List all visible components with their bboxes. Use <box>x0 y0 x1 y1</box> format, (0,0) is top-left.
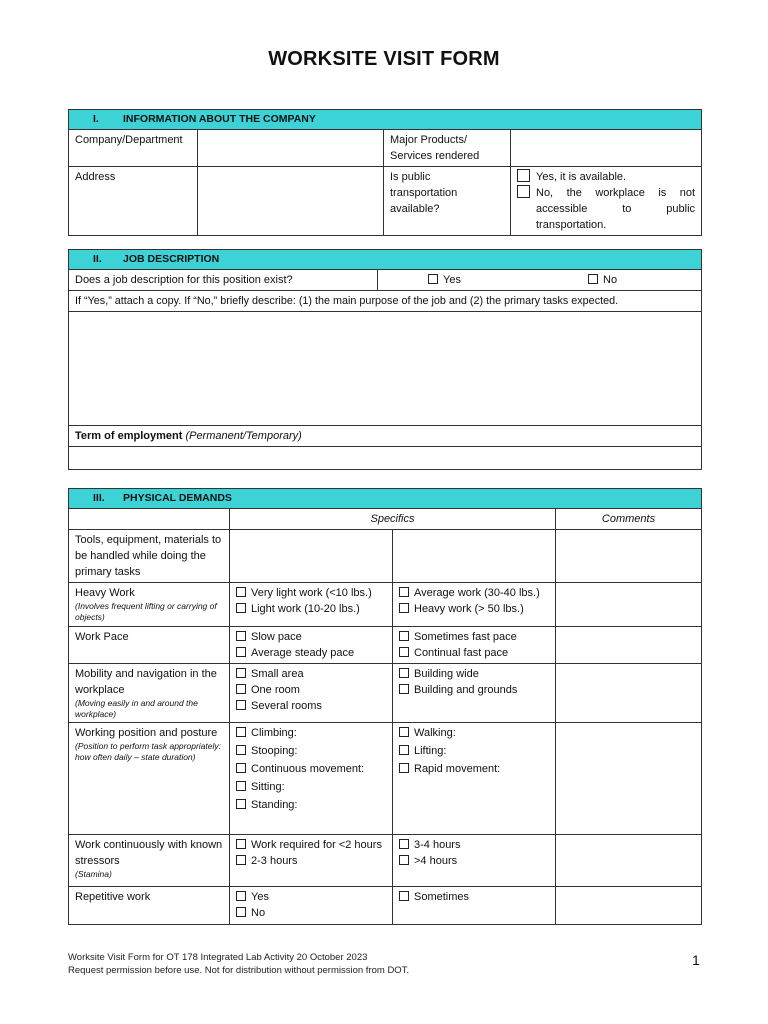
physical-demand-row <box>69 723 702 835</box>
section-number: III. <box>93 492 105 504</box>
footer-line-1: Worksite Visit Form for OT 178 Integrated Lab Activity 20 October 2023 <box>68 952 368 963</box>
checkbox-option <box>236 761 386 777</box>
job-description-question: Does a job description for this position exist? <box>69 270 378 291</box>
checkbox-option <box>236 601 386 617</box>
transport-options <box>511 167 702 236</box>
specifics-left-cell <box>230 835 393 887</box>
demand-label-cell <box>69 723 230 835</box>
comments-field[interactable] <box>556 627 702 664</box>
option-label: Yes <box>251 891 269 903</box>
option-checkbox[interactable] <box>236 745 246 755</box>
term-options: (Permanent/Temporary) <box>185 430 302 442</box>
checkbox-option <box>399 761 549 777</box>
checkbox-option <box>236 645 386 661</box>
option-checkbox[interactable] <box>399 727 409 737</box>
physical-demand-row <box>69 835 702 887</box>
checkbox-option <box>399 601 549 617</box>
products-field[interactable] <box>511 130 702 167</box>
checkbox-option <box>236 629 386 645</box>
specifics-left-cell <box>230 627 393 664</box>
option-checkbox[interactable] <box>399 631 409 641</box>
option-label: Stooping: <box>251 745 298 757</box>
option-label: No <box>251 907 266 919</box>
physical-demand-row <box>69 530 702 583</box>
specifics-left-cell <box>230 723 393 835</box>
section-number: I. <box>93 113 99 125</box>
job-desc-yes-label: Yes <box>443 274 461 286</box>
specifics-right-cell <box>393 627 556 664</box>
physical-demand-row <box>69 664 702 723</box>
column-header-comments: Comments <box>556 509 702 530</box>
term-label: Term of employment <box>75 430 183 442</box>
option-checkbox[interactable] <box>236 727 246 737</box>
demand-label: Heavy Work <box>75 587 135 599</box>
option-label: Walking: <box>414 727 456 739</box>
option-checkbox[interactable] <box>236 781 246 791</box>
checkbox-option <box>399 743 549 759</box>
option-checkbox[interactable] <box>236 647 246 657</box>
column-header-specifics: Specifics <box>230 509 556 530</box>
option-checkbox[interactable] <box>399 587 409 597</box>
option-label: 2-3 hours <box>251 855 298 867</box>
option-label: Building wide <box>414 668 479 680</box>
option-label: 3-4 hours <box>414 839 461 851</box>
option-checkbox[interactable] <box>236 668 246 678</box>
option-label: Sometimes <box>414 891 470 903</box>
option-checkbox[interactable] <box>236 684 246 694</box>
option-label: Lifting: <box>414 745 447 757</box>
option-checkbox[interactable] <box>399 763 409 773</box>
term-of-employment-field[interactable] <box>69 447 702 470</box>
option-label: Work required for <2 hours <box>251 839 382 851</box>
checkbox-option <box>399 585 549 601</box>
option-label: Light work (10-20 lbs.) <box>251 603 360 615</box>
option-label: Rapid movement: <box>414 763 501 775</box>
option-checkbox[interactable] <box>399 839 409 849</box>
demand-label-cell <box>69 583 230 627</box>
option-label: Sitting: <box>251 781 285 793</box>
section-header <box>69 250 702 270</box>
option-label: Climbing: <box>251 727 297 739</box>
demand-label-cell <box>69 627 230 664</box>
section-number: II. <box>93 253 102 265</box>
section-header <box>69 110 702 130</box>
specifics-right-cell <box>393 530 556 583</box>
checkbox-option <box>236 725 386 741</box>
checkbox-option <box>399 725 549 741</box>
job-desc-no-label: No <box>603 274 618 286</box>
transport-no-label: No, the workplace is not accessible to public transportation. <box>536 187 696 231</box>
transport-no-checkbox[interactable] <box>517 185 530 198</box>
demand-label: Work continuously with known stressors <box>75 839 223 867</box>
job-description-field[interactable] <box>69 312 702 426</box>
comments-field[interactable] <box>556 664 702 723</box>
checkbox-option <box>399 682 549 698</box>
job-desc-no-checkbox[interactable] <box>588 274 598 284</box>
option-label: >4 hours <box>414 855 458 867</box>
specifics-left-cell <box>230 583 393 627</box>
term-of-employment-row <box>69 426 702 447</box>
checkbox-option <box>236 698 386 714</box>
checkbox-option <box>399 666 549 682</box>
checkbox-option <box>236 905 386 921</box>
section-title: INFORMATION ABOUT THE COMPANY <box>123 113 316 125</box>
option-checkbox[interactable] <box>236 603 246 613</box>
demand-label: Repetitive work <box>75 891 151 903</box>
demand-note: (Position to perform task appropriately: how often daily – state duration) <box>75 741 221 762</box>
option-label: Standing: <box>251 799 298 811</box>
checkbox-option <box>236 797 386 813</box>
option-checkbox[interactable] <box>236 891 246 901</box>
specifics-right-cell <box>393 887 556 925</box>
products-label: Major Products/ Services rendered <box>384 130 511 167</box>
option-label: Very light work (<10 lbs.) <box>251 587 372 599</box>
specifics-left-cell <box>230 887 393 925</box>
demand-label-cell <box>69 530 230 583</box>
checkbox-option <box>399 629 549 645</box>
company-field[interactable] <box>198 130 384 167</box>
checkbox-option <box>236 889 386 905</box>
checkbox-option <box>236 585 386 601</box>
checkbox-option <box>236 666 386 682</box>
option-checkbox[interactable] <box>236 855 246 865</box>
option-label: Sometimes fast pace <box>414 631 517 643</box>
checkbox-option <box>399 853 549 869</box>
checkbox-option <box>236 853 386 869</box>
section-physical-demands <box>68 488 702 925</box>
specifics-right-cell <box>393 723 556 835</box>
demand-label: Working position and posture <box>75 727 218 739</box>
job-description-instruction: If “Yes,” attach a copy. If “No,” briefly describe: (1) the main purpose of the job and (2) the primary tasks expected. <box>69 291 702 312</box>
option-checkbox[interactable] <box>236 839 246 849</box>
option-checkbox[interactable] <box>399 855 409 865</box>
option-label: Slow pace <box>251 631 302 643</box>
physical-demand-row <box>69 627 702 664</box>
option-checkbox[interactable] <box>399 745 409 755</box>
checkbox-option <box>236 779 386 795</box>
footer-line-2: Request permission before use. Not for distribution without permission from DOT. <box>68 965 410 976</box>
section-company-info <box>68 109 702 236</box>
comments-field[interactable] <box>556 835 702 887</box>
option-checkbox[interactable] <box>236 799 246 809</box>
checkbox-option <box>399 645 549 661</box>
option-checkbox[interactable] <box>399 668 409 678</box>
specifics-left-cell <box>230 664 393 723</box>
section-job-description <box>68 249 702 470</box>
page-title: WORKSITE VISIT FORM <box>268 48 500 70</box>
transport-yes-checkbox[interactable] <box>517 169 530 182</box>
job-description-options <box>378 270 702 291</box>
option-label: Average work (30-40 lbs.) <box>414 587 540 599</box>
specifics-right-cell <box>393 583 556 627</box>
specifics-right-cell <box>393 664 556 723</box>
transport-label: Is public transportation available? <box>384 167 511 236</box>
option-label: Average steady pace <box>251 647 355 659</box>
option-checkbox[interactable] <box>399 603 409 613</box>
section-title: JOB DESCRIPTION <box>123 253 220 265</box>
column-header-blank <box>69 509 230 530</box>
address-label: Address <box>69 167 198 236</box>
option-checkbox[interactable] <box>236 907 246 917</box>
section-header <box>69 489 702 509</box>
comments-field[interactable] <box>556 723 702 835</box>
option-checkbox[interactable] <box>236 631 246 641</box>
option-label: Small area <box>251 668 304 680</box>
physical-demand-row <box>69 583 702 627</box>
option-checkbox[interactable] <box>236 763 246 773</box>
option-checkbox[interactable] <box>399 647 409 657</box>
demand-label: Tools, equipment, materials to be handled while doing the primary tasks <box>75 534 222 578</box>
option-checkbox[interactable] <box>399 684 409 694</box>
demand-label-cell <box>69 664 230 723</box>
option-label: One room <box>251 684 300 696</box>
option-label: Several rooms <box>251 700 322 712</box>
checkbox-option <box>399 889 549 905</box>
specifics-right-cell <box>393 835 556 887</box>
specifics-left-cell <box>230 530 393 583</box>
demand-note: (Stamina) <box>75 869 112 879</box>
option-label: Heavy work (> 50 lbs.) <box>414 603 524 615</box>
option-label: Continual fast pace <box>414 647 509 659</box>
job-desc-yes-checkbox[interactable] <box>428 274 438 284</box>
transport-yes-label: Yes, it is available. <box>536 171 627 183</box>
comments-field[interactable] <box>556 887 702 925</box>
option-label: Continuous movement: <box>251 763 365 775</box>
demand-label-cell <box>69 887 230 925</box>
comments-field[interactable] <box>556 530 702 583</box>
demand-label: Work Pace <box>75 631 129 643</box>
demand-note: (Involves frequent lifting or carrying of objects) <box>75 601 217 622</box>
address-field[interactable] <box>198 167 384 236</box>
option-checkbox[interactable] <box>236 587 246 597</box>
checkbox-option <box>236 682 386 698</box>
checkbox-option <box>236 837 386 853</box>
company-label: Company/Department <box>69 130 198 167</box>
option-checkbox[interactable] <box>236 700 246 710</box>
section-title: PHYSICAL DEMANDS <box>123 492 232 504</box>
demand-label-cell <box>69 835 230 887</box>
comments-field[interactable] <box>556 583 702 627</box>
checkbox-option <box>236 743 386 759</box>
demand-note: (Moving easily in and around the workplace) <box>75 698 198 719</box>
checkbox-option <box>399 837 549 853</box>
page-number: 1 <box>692 952 700 968</box>
physical-demand-row <box>69 887 702 925</box>
option-label: Building and grounds <box>414 684 518 696</box>
option-checkbox[interactable] <box>399 891 409 901</box>
footer <box>68 951 409 977</box>
demand-label: Mobility and navigation in the workplace <box>75 668 217 696</box>
